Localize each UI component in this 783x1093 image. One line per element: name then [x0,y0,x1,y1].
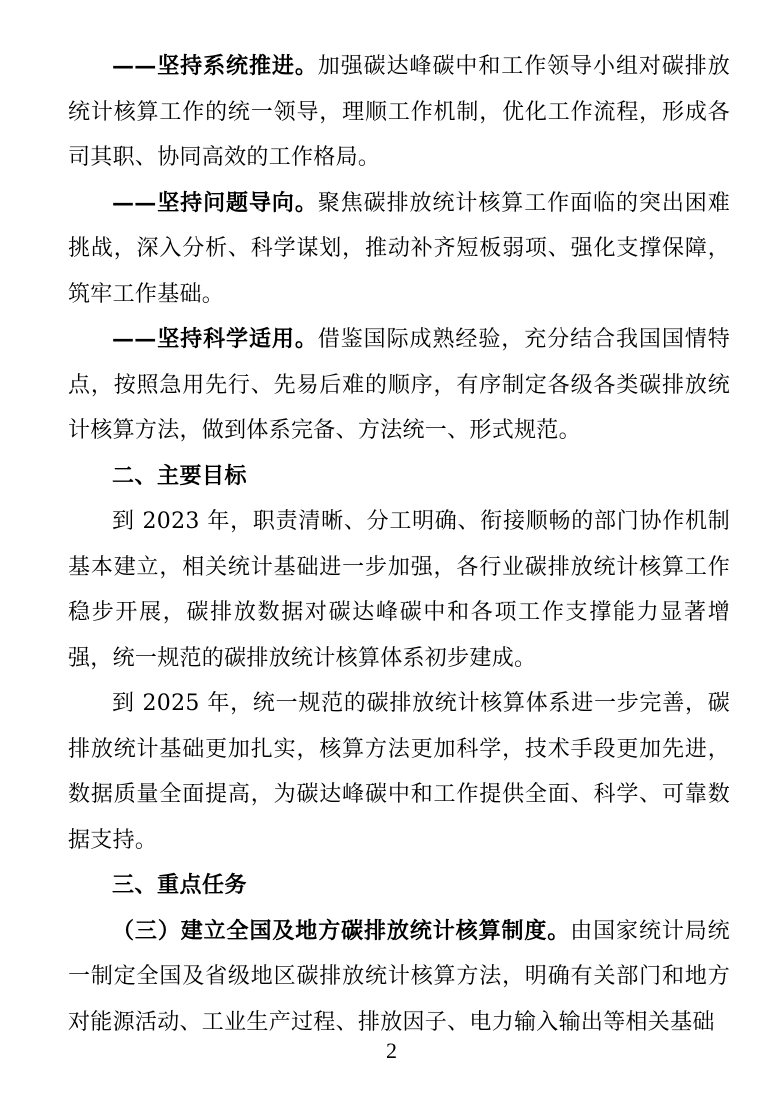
principle-lead-system: ——坚持系统推进。 [112,53,318,79]
principle-paragraph-system [68,44,730,181]
principle-text-science: 借鉴国际成熟经验，充分结合我国国情特点，按照急用先行、先易后难的顺序，有序制定各级各类碳排放统计核算方法，做到体系完备、方法统一、形式规范。 [68,327,731,443]
task-lead-1: （三）建立全国及地方碳排放统计核算制度。 [112,917,571,944]
principle-paragraph-science [68,317,730,454]
page-number: 2 [386,1038,397,1063]
document-body [68,44,730,1045]
principle-text-problem: 聚焦碳排放统计核算工作面临的突出困难挑战，深入分析、科学谋划，推动补齐短板弱项、强化支撑保障，筑牢工作基础。 [68,190,731,307]
section-heading-tasks: 三、重点任务 [112,873,248,898]
principle-paragraph-problem [68,181,730,318]
goal-paragraph-2023: 到 2023 年，职责清晰、分工明确、衔接顺畅的部门协作机制基本建立，相关统计基础进一步加强，各行业碳排放统计核算工作稳步开展，碳排放数据对碳达峰碳中和各项工作支撑能力显著增强，统一规范的碳排放统计核算体系初步建成。 [68,509,730,671]
goal-paragraph-2025: 到 2025 年，统一规范的碳排放统计核算体系进一步完善，碳排放统计基础更加扎实，核算方法更加科学，技术手段更加先进，数据质量全面提高，为碳达峰碳中和工作提供全面、科学、可靠数据支持。 [68,691,730,853]
principle-lead-science: ——坚持科学适用。 [112,326,318,352]
principle-text-system: 加强碳达峰碳中和工作领导小组对碳排放统计核算工作的统一领导，理顺工作机制，优化工作流程，形成各司其职、协同高效的工作格局。 [68,54,731,170]
principle-lead-problem: ——坚持问题导向。 [112,189,318,216]
section-heading-goals: 二、主要目标 [112,463,248,489]
task-paragraph-1 [68,909,730,1046]
task-text-1: 由国家统计局统一制定全国及省级地区碳排放统计核算方法，明确有关部门和地方对能源活动、工业生产过程、排放因子、电力输入输出等相关基础 [68,918,730,1035]
